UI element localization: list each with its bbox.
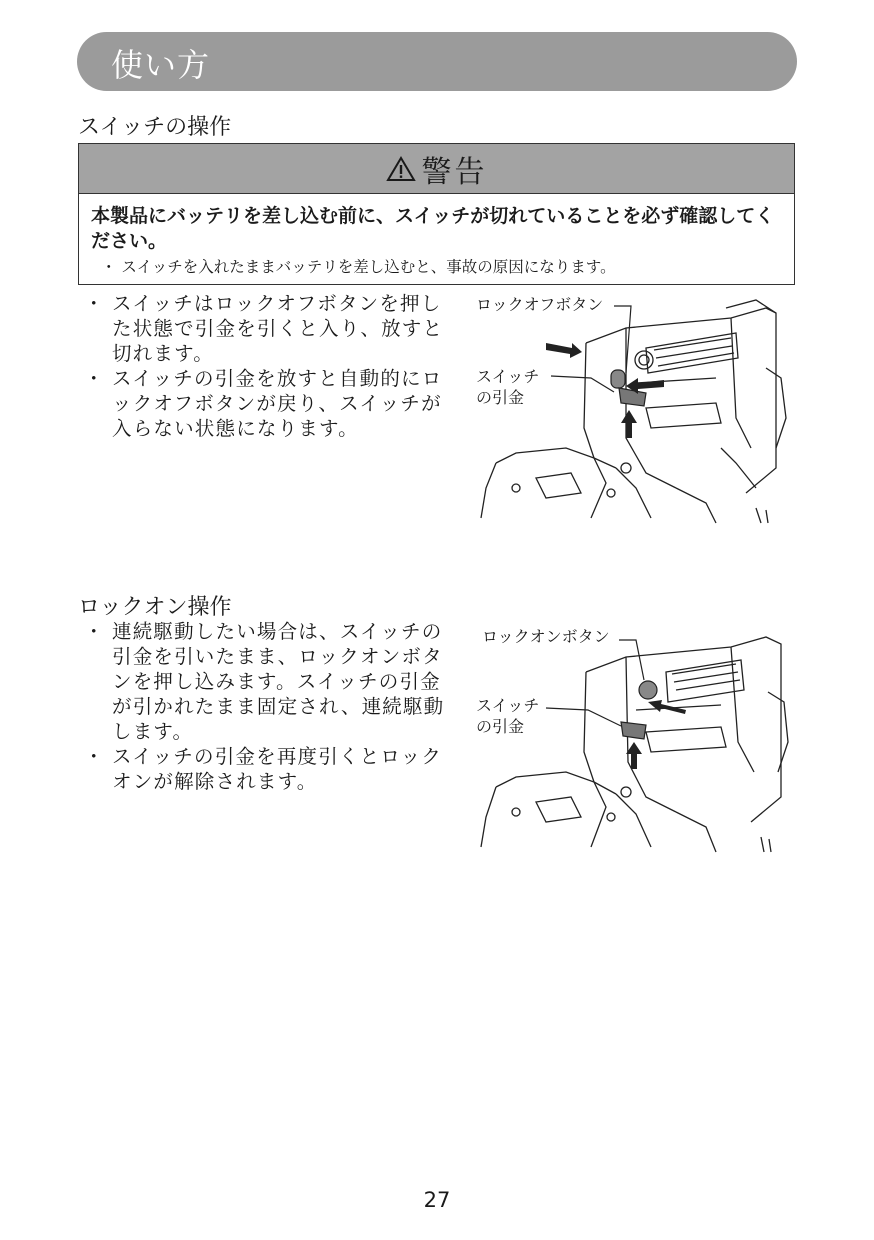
bullet-mark: ・: [84, 745, 104, 768]
lock-off-figure: [476, 288, 796, 528]
warning-title: 警告: [421, 154, 488, 190]
header-bar: [77, 32, 797, 91]
switch-trigger-label-line2: の引金: [476, 388, 525, 407]
bullet-mark: ・: [84, 620, 104, 643]
lock-on-button-label: ロックオンボタン: [482, 627, 610, 646]
switch-trigger-label-line1: スイッチ: [476, 367, 540, 386]
trigger-marker: [621, 722, 646, 739]
lock-on-figure: [476, 622, 796, 857]
tool-illustration-lock-on: [476, 622, 796, 857]
warning-main-text: 本製品にバッテリを差し込む前に、スイッチが切れていることを必ず確認してください。: [91, 205, 775, 252]
lock-on-operation-bullets: [80, 619, 458, 794]
list-item: [80, 619, 458, 744]
switch-operation-bullets: [80, 291, 458, 441]
lock-off-button-marker: [611, 370, 625, 388]
list-item: [80, 291, 458, 366]
page-title: 使い方: [111, 46, 211, 84]
section-title-lock-on-operation: ロックオン操作: [78, 595, 232, 620]
warning-triangle-icon: [386, 156, 416, 182]
bullet-text: スイッチの引金を放すと自動的にロックオフボタンが戻り、スイッチが入らない状態になります。: [112, 367, 443, 440]
switch-trigger-label-line1: スイッチ: [476, 696, 540, 715]
switch-trigger-label-line2: の引金: [476, 717, 525, 736]
direction-arrow-icon: [546, 343, 582, 358]
bullet-text: 連続駆動したい場合は、スイッチの引金を引いたまま、ロックオンボタンを押し込みます。スイッチの引金が引かれたまま固定され、連続駆動します。: [112, 620, 445, 743]
lock-on-button-marker: [639, 681, 657, 699]
section-title-switch-operation: スイッチの操作: [78, 115, 232, 140]
warning-header: [79, 144, 794, 194]
page-number: 27: [423, 1188, 451, 1212]
list-item: [80, 744, 458, 794]
bullet-mark: ・: [84, 292, 104, 315]
bullet-mark: ・: [84, 367, 104, 390]
bullet-text: スイッチの引金を再度引くとロックオンが解除されます。: [112, 745, 443, 793]
list-item: [80, 366, 458, 441]
trigger-marker: [619, 388, 646, 406]
warning-sub-text: ・ スイッチを入れたままバッテリを差し込むと、事故の原因になります。: [101, 258, 616, 276]
lock-off-button-label: ロックオフボタン: [476, 295, 604, 314]
warning-box: [78, 143, 795, 285]
up-arrow-icon: [621, 410, 637, 438]
bullet-text: スイッチはロックオフボタンを押した状態で引金を引くと入り、放すと切れます。: [112, 292, 444, 365]
tool-illustration-lock-off: [476, 288, 796, 528]
